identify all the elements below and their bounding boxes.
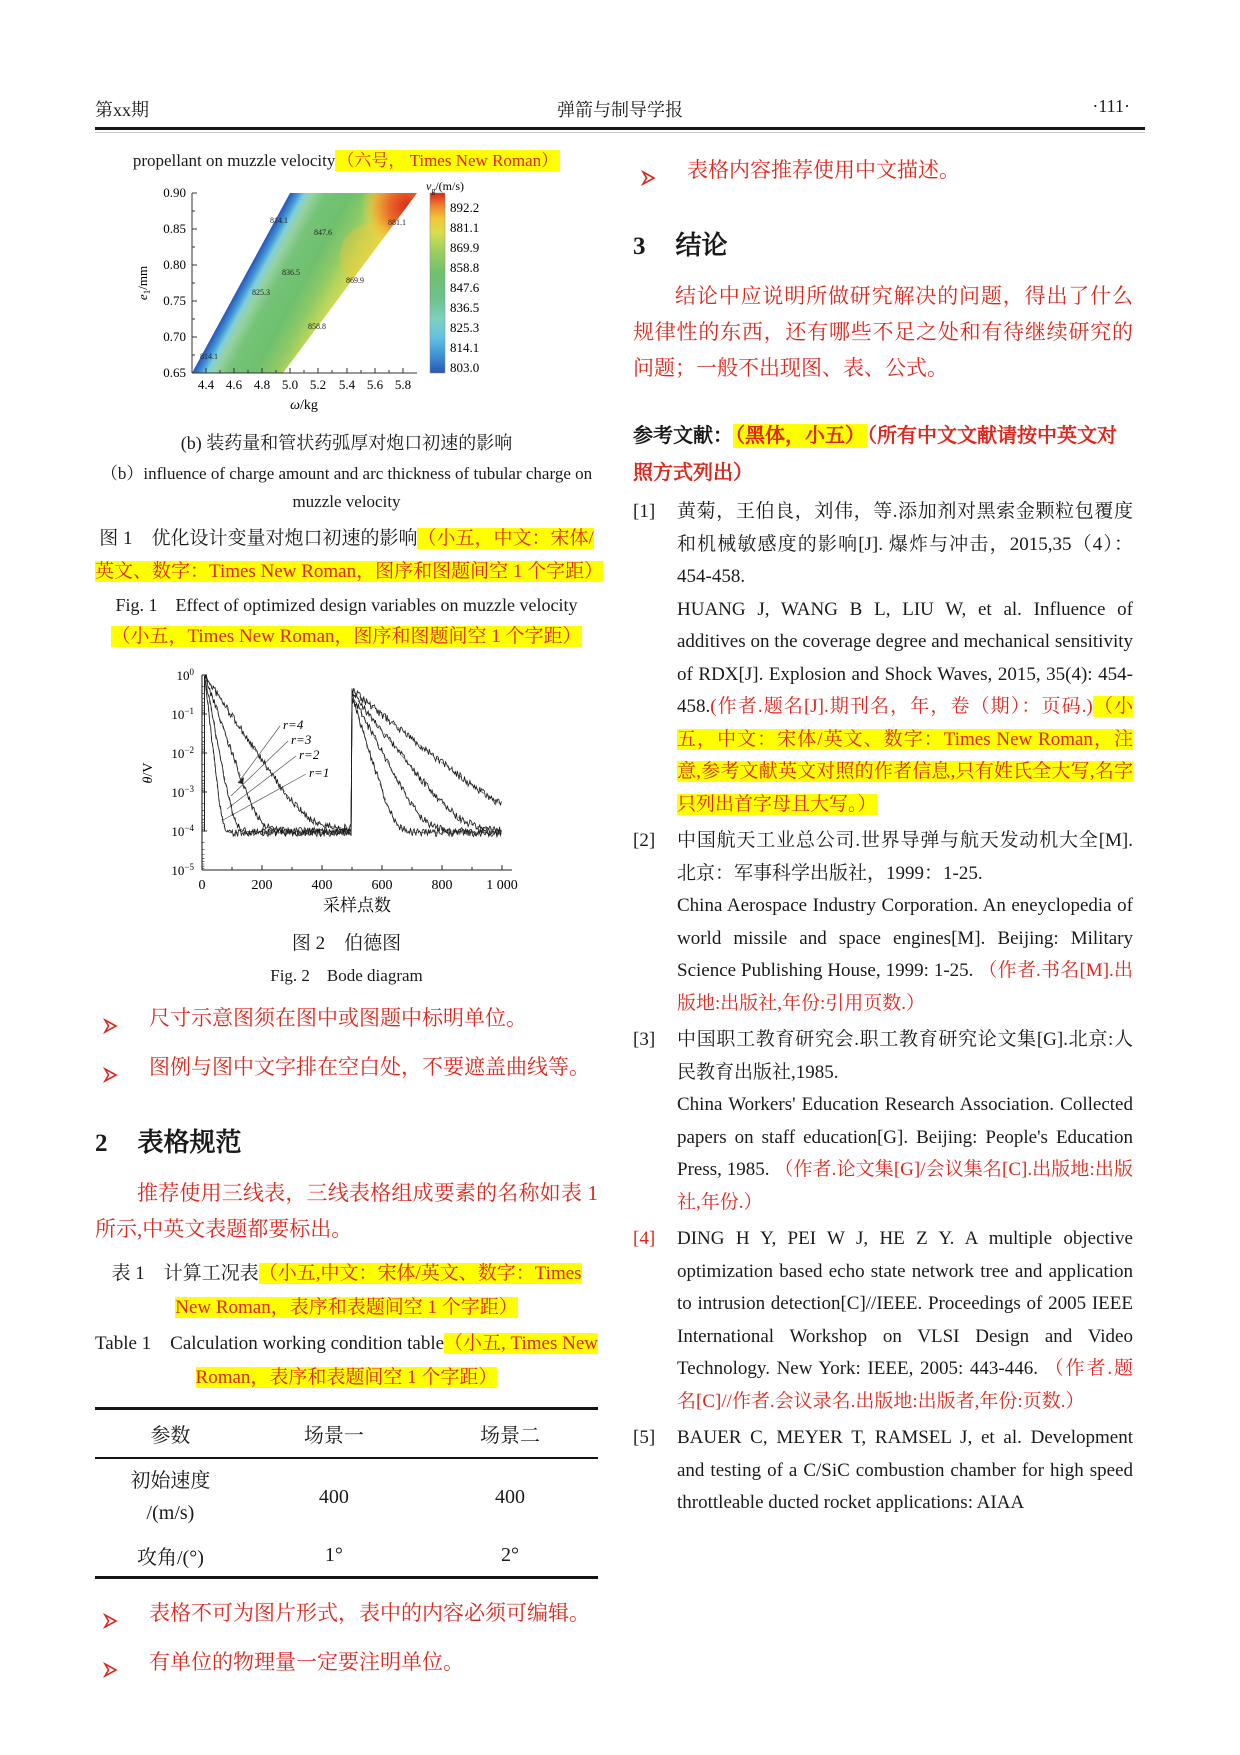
contour-label: 858.8 — [307, 322, 326, 331]
reference-en-text: HUANG J, WANG B L, LIU W, et al. Influence of additives on the coverage degree and mechanical sensitivity of RDX[J]. Explosion and Shock Waves, 2015, 35(4): 454-458.(作者.题名[J].期刊名，年，卷（期）：页码.)（小五，中文：宋体/英文、数字：Times New Roman，注意,参考文献英文对照的作者信息,只有姓氏全大写,名字只列出首字母且大写。） — [677, 598, 1133, 815]
font-annotation: （六号， Times New Roman） — [337, 151, 559, 170]
reference-cn-text: 黄菊，王伯良，刘伟，等.添加剂对黑索金颗粒包覆度和机械敏感度的影响[J]. 爆炸与冲击，2015,35（4）：454-458. — [677, 501, 1133, 587]
fig1-caption-en-note — [95, 620, 598, 653]
table1-caption-en-text: Table 1 Calculation working condition table — [95, 1333, 445, 1354]
table-header-row — [95, 1409, 598, 1459]
fig2-xtick: 200 — [251, 878, 272, 893]
fig1-xtick: 4.8 — [253, 377, 270, 392]
arrow-bullet-icon — [95, 1642, 149, 1691]
fig1-ytick: 0.85 — [162, 221, 186, 236]
section2-heading — [95, 1122, 598, 1159]
fig1-xtick: 5.8 — [394, 377, 411, 392]
fig2-series-label: r=3 — [290, 732, 311, 747]
references-heading-text: 参考文献： — [633, 425, 733, 447]
references-heading — [633, 418, 1133, 492]
figure1-contour-plot — [132, 181, 562, 426]
fig2-series-label: r=1 — [308, 765, 329, 780]
fig1-xlabel: ω/kg — [289, 398, 318, 413]
reference-body — [677, 1223, 1133, 1418]
fig2-xtick: 400 — [311, 878, 332, 893]
font-annotation: （小五，Times New Roman，图序和图题间空 1 个字距） — [111, 626, 582, 647]
contour-label: 814.1 — [269, 216, 288, 225]
arrow-bullet-icon — [633, 150, 687, 199]
section2-paragraph: 推荐使用三线表，三线表格组成要素的名称如表 1 所示,中英文表题都要标出。 — [95, 1181, 598, 1241]
fig2-ytick: $10^{-3}$ — [170, 784, 194, 800]
row2-param: 攻角/(°) — [137, 1547, 204, 1569]
col-header-param: 参数 — [95, 1409, 246, 1459]
reference-cn-text: 中国航天工业总公司.世界导弹与航天发动机大全[M]. 北京：军事科学出版社，1999：1-25. — [677, 830, 1133, 884]
header-rule-shadow — [95, 132, 1145, 133]
contour-label: 869.9 — [345, 276, 364, 285]
fig2-ytick: $10^{-2}$ — [170, 745, 194, 761]
bullet-text: 表格不可为图片形式，表中的内容必须可编辑。 — [149, 1601, 590, 1625]
table-row — [95, 1535, 598, 1578]
col-header-scene1: 场景一 — [246, 1409, 422, 1459]
carryover-caption-line — [95, 146, 598, 171]
fig2-curves — [204, 675, 501, 837]
reference-label: [3] — [633, 1029, 656, 1050]
contour-label: 836.5 — [281, 268, 300, 277]
colorbar-tick: 836.5 — [449, 300, 479, 315]
reference-item — [633, 1024, 1133, 1219]
fig1-ytick: 0.80 — [162, 257, 186, 272]
fig2-ytick: $10^{-1}$ — [170, 706, 194, 722]
calculation-condition-table — [95, 1407, 598, 1579]
font-annotation: （黑体，小五） — [735, 425, 865, 447]
colorbar-title: $v_g/(m/s)$ — [425, 181, 464, 195]
header-issue: 第xx期 — [95, 100, 149, 120]
row1-scene2-value: 400 — [494, 1485, 525, 1508]
section3-title: 结论 — [675, 230, 728, 260]
format-annotation: （作者.论文集[G]/会议集名[C].出版地:出版社,年份.） — [677, 1159, 1133, 1213]
fig1-xtick: 5.4 — [338, 377, 355, 392]
arrow-bullet-icon — [95, 998, 149, 1047]
bullet-text: 图例与图中文字排在空白处，不要遮盖曲线等。 — [149, 1055, 590, 1079]
fig2-series-label: r=4 — [282, 717, 303, 732]
bullet-item — [95, 1593, 598, 1642]
fig1-xtick: 5.0 — [281, 377, 298, 392]
fig2-ytick: $10^0$ — [176, 667, 194, 683]
table-row — [95, 1458, 598, 1535]
fig1-xtick: 5.6 — [366, 377, 383, 392]
row2-scene1-value: 1° — [324, 1544, 343, 1566]
contour-label: 881.1 — [387, 218, 406, 227]
font-annotation: （小五，中文：宋体/英文、数字：Times New Roman，图序和图题间空 1 个字距） — [95, 528, 604, 582]
figure-rules-bullets — [95, 998, 598, 1096]
reference-label: [4] — [633, 1228, 656, 1249]
bullet-item — [95, 1642, 598, 1691]
colorbar-tick: 825.3 — [449, 320, 479, 335]
section2-number: 2 — [95, 1130, 108, 1157]
fig1-caption-en: Fig. 1 Effect of optimized design variables on muzzle velocity — [115, 595, 578, 615]
bullet-item — [95, 1047, 598, 1096]
reference-label: [2] — [633, 830, 656, 851]
fig1-subcaption-en: （b）influence of charge amount and arc thickness of tubular charge on muzzle velocity — [100, 464, 593, 511]
reference-cn-text: 中国职工教育研究会.职工教育研究论文集[G].北京:人民教育出版社,1985. — [677, 1029, 1133, 1083]
colorbar-tick: 847.6 — [449, 280, 479, 295]
fig1-xtick: 4.6 — [225, 377, 242, 392]
right-column — [633, 140, 1133, 1520]
reference-item — [633, 1422, 1133, 1520]
bullet-item — [633, 150, 1133, 199]
header-rule — [95, 127, 1145, 130]
reference-item — [633, 496, 1133, 821]
fig2-xticks-marks — [202, 865, 502, 870]
fig2-ytick: $10^{-4}$ — [170, 823, 194, 839]
font-annotation: （小五, Times New Roman，表序和表题间空 1 个字距） — [195, 1333, 598, 1388]
references-heading-note: （所有中文文献请按中英文对照方式列出） — [633, 425, 1117, 484]
format-annotation: (作者.题名[J].期刊名，年，卷（期）：页码.) — [710, 696, 1093, 717]
bullet-item — [95, 998, 598, 1047]
fig2-xtick: 800 — [431, 878, 452, 893]
colorbar-tick: 803.0 — [449, 360, 479, 375]
format-annotation: （作者.书名[M].出版地:出版社,年份:引用页数.） — [677, 960, 1133, 1014]
colorbar-tick: 881.1 — [449, 220, 479, 235]
fig2-xtick: 0 — [198, 878, 205, 893]
reference-body — [677, 496, 1133, 821]
reference-label: [5] — [633, 1427, 656, 1448]
fig2-ytick: $10^{-5}$ — [170, 862, 194, 878]
colorbar — [430, 193, 445, 373]
bullet-text: 有单位的物理量一定要注明单位。 — [149, 1650, 464, 1674]
arrow-bullet-icon — [95, 1047, 149, 1096]
fig1-ylabel: $e_1/mm$ — [134, 265, 152, 301]
colorbar-tick: 869.9 — [449, 240, 479, 255]
row1-scene1-value: 400 — [318, 1485, 349, 1508]
reference-item — [633, 825, 1133, 1020]
carryover-caption-text: propellant on muzzle velocity — [132, 151, 336, 170]
contour-label: 814.1 — [199, 352, 218, 361]
fig1-ytick: 0.70 — [162, 329, 186, 344]
colorbar-tick: 814.1 — [449, 340, 479, 355]
colorbar-tick: 858.8 — [449, 260, 479, 275]
font-annotation: （小五，中文：宋体/英文、数字：Times New Roman，注意,参考文献英文对照的作者信息,只有姓氏全大写,名字只列出首字母且大写。） — [677, 696, 1133, 815]
fig1-yticks-marks — [192, 193, 197, 373]
header-page-number: ·111· — [1092, 96, 1130, 116]
fig1-ytick: 0.75 — [162, 293, 186, 308]
colorbar-tick: 892.2 — [449, 200, 479, 215]
arrow-bullet-icon — [95, 1593, 149, 1642]
reference-body — [677, 825, 1133, 1020]
reference-en-text: BAUER C, MEYER T, RAMSEL J, et al. Development and testing of a C/SiC combustion chamber for high speed throttleable ducted rocket applications: AIAA — [677, 1427, 1133, 1513]
reference-item — [633, 1223, 1133, 1418]
table-rules-bullets — [95, 1593, 598, 1691]
table1-caption-cn — [95, 1257, 598, 1325]
bullet-text: 尺寸示意图须在图中或图题中标明单位。 — [149, 1006, 527, 1030]
table1-caption-en — [95, 1327, 598, 1395]
section2-title: 表格规范 — [137, 1127, 242, 1157]
row1-param: 初始速度 /(m/s) — [130, 1470, 211, 1524]
reference-en-text: China Workers' Education Research Association. Collected papers on staff education[G]. Beijing: People's Education Press, 1985. （作者.论文集[G]/会议集名[C].出版地:出版社,年份.） — [677, 1094, 1133, 1213]
figure2-bode-plot — [132, 663, 562, 921]
bullet-text: 表格内容推荐使用中文描述。 — [687, 158, 960, 182]
fig2-caption-en: Fig. 2 Bode diagram — [270, 966, 423, 985]
fig1-ytick: 0.90 — [162, 185, 186, 200]
contour-label: 825.3 — [251, 288, 270, 297]
fig1-caption-cn-text: 图 1 优化设计变量对炮口初速的影响 — [99, 528, 418, 549]
section3-number: 3 — [633, 233, 646, 260]
fig2-xtick: 1 000 — [485, 878, 518, 893]
fig2-ylabel: θ/V — [140, 762, 156, 784]
left-column — [95, 140, 604, 1693]
fig2-series-label: r=2 — [298, 747, 319, 762]
section3-paragraph: 结论中应说明所做研究解决的问题，得出了什么规律性的东西，还有哪些不足之处和有待继续研究的问题；一般不出现图、表、公式。 — [633, 284, 1133, 380]
fig2-caption-cn: 图 2 伯德图 — [291, 933, 402, 954]
font-annotation: （小五,中文：宋体/英文、数字：Times New Roman，表序和表题间空 1 个字距） — [175, 1263, 582, 1318]
fig1-ytick: 0.65 — [162, 365, 186, 380]
table1-caption-cn-text: 表 1 计算工况表 — [111, 1263, 259, 1284]
fig2-xtick: 600 — [371, 878, 392, 893]
reference-en-text: DING H Y, PEI W J, HE Z Y. A multiple objective optimization based echo state network tree and application to intrusion detection[C]//IEEE. Proceedings of 2005 IEEE International Workshop on VLSI Design and Video Technology. New York: IEEE, 2005: 443-446. （作者.题名[C]//作者.会议录名.出版地:出版者,年份:页数.） — [677, 1228, 1133, 1412]
fig1-xtick: 4.4 — [197, 377, 214, 392]
reference-en-text: China Aerospace Industry Corporation. An eneyclopedia of world missile and space engines[M]. Beijing: Military Science Publishing House, 1999: 1-25. （作者.书名[M].出版地:出版社,年份:引用页数.） — [677, 895, 1133, 1014]
reference-label: [1] — [633, 501, 656, 522]
fig1-caption-cn — [95, 522, 604, 588]
contour-label: 847.6 — [313, 228, 332, 237]
fig2-xlabel: 采样点数 — [322, 896, 391, 915]
format-annotation: （作者.题名[C]//作者.会议录名.出版地:出版者,年份:页数.） — [677, 1358, 1133, 1412]
col-header-scene2: 场景二 — [422, 1409, 598, 1459]
header-journal-title: 弹箭与制导学报 — [557, 100, 683, 120]
fig1-subcaption-cn: (b) 装药量和管状药弧厚对炮口初速的影响 — [180, 433, 513, 453]
fig1-xtick: 5.2 — [309, 377, 326, 392]
reference-body — [677, 1024, 1133, 1219]
section3-heading — [633, 225, 1133, 262]
reference-body — [677, 1422, 1133, 1520]
row2-scene2-value: 2° — [500, 1544, 519, 1566]
